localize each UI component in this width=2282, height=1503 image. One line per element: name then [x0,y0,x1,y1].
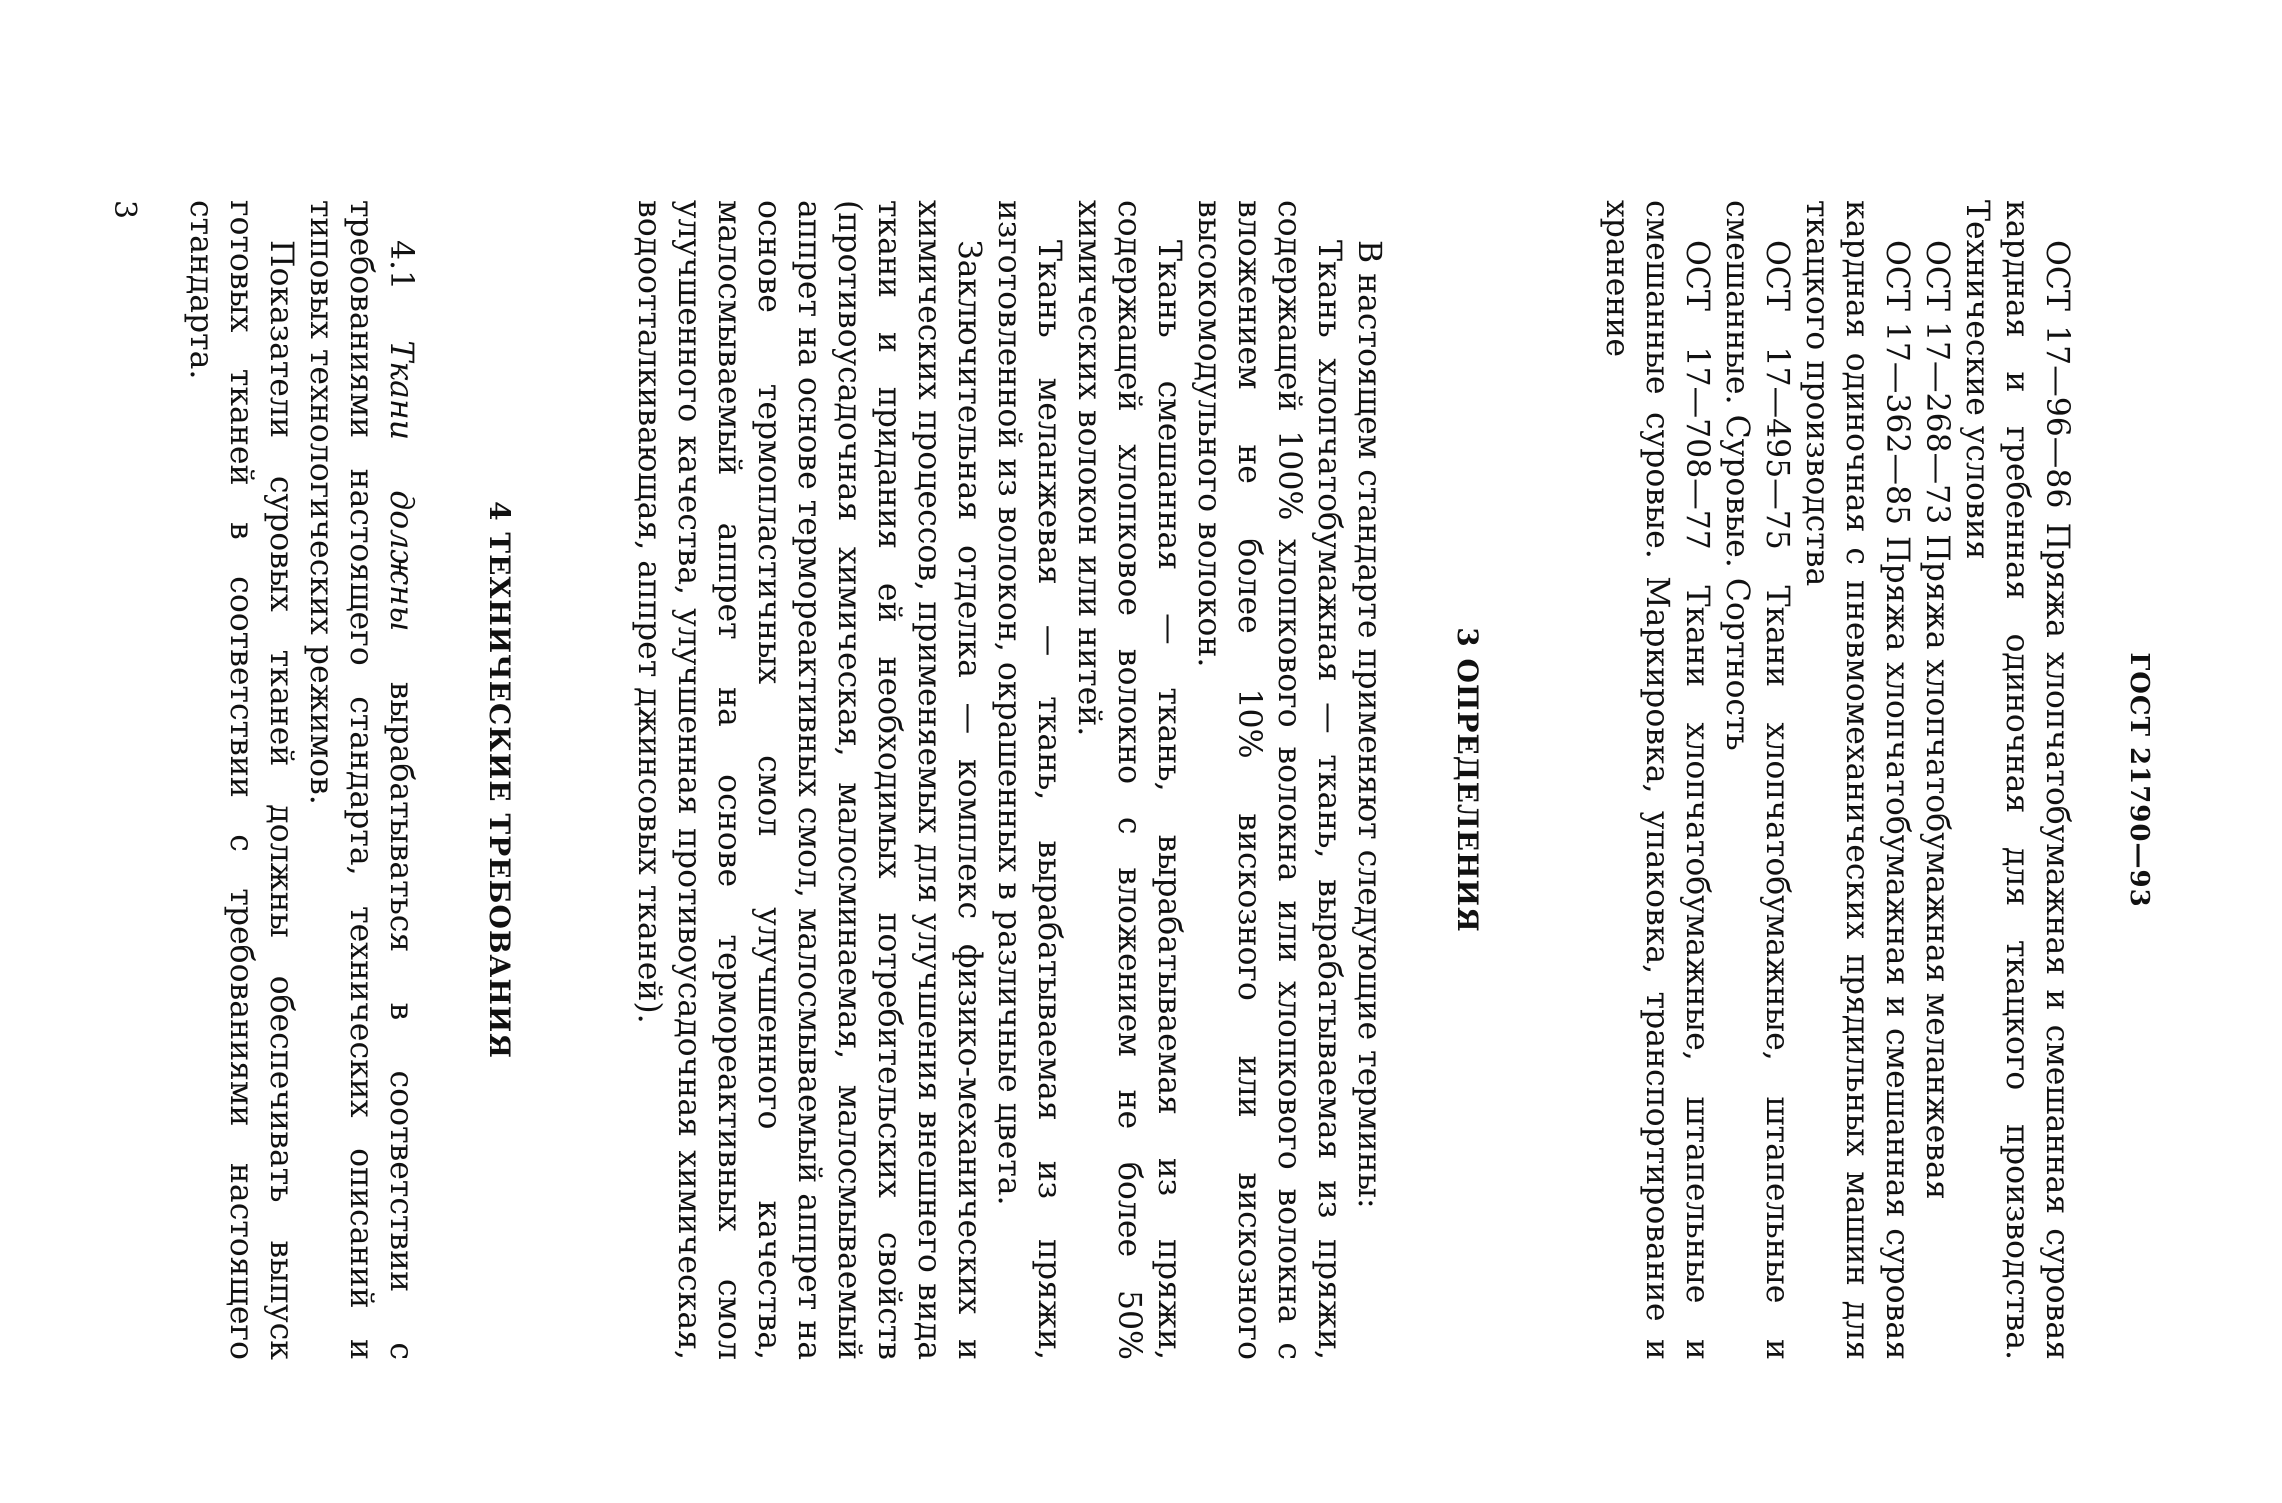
definition-item [629,200,989,1360]
reference-code: ОСТ 17—96—86 [2039,240,2075,509]
definition-text: — ткань, вырабатываемая из пряжи, содержащей 100% хлопкового волокна или хлопкового волокна с вложением не более 10% вискозного или вискозного высокомодульного волокон. [1191,200,1347,1361]
document-header: ГОСТ 21790—93 [2124,652,2154,908]
definition-item [1069,200,1189,1360]
reference-item [1797,200,1917,1360]
definition-text: — комплекс физико-механических и химических процессов, применяемых для улучшения внешнего вида ткани и придания ей необходимых потребительских свойств (противоусадочная химическая, малосминаемая, малосмываемый аппрет на основе термореактивных смол, малосмываемый аппрет на основе термопластичных смол улучшенного качества, малосмываемый аппрет на основе термореактивных смол улучшенного качества, улучшенная противоусадочная химическая, водоотталкивающая, аппрет джинсовых тканей). [631,200,987,1360]
reference-code: ОСТ 17—268—73 [1919,240,1955,525]
clause-emphasis: Ткани должны [383,340,419,632]
definition-term: Заключительная отделка [951,240,987,678]
section-4-title: 4 ТЕХНИЧЕСКИЕ ТРЕБОВАНИЯ [483,501,516,1059]
reference-title: Ткани хлопчатобумажные, штапельные и смешанные суровые. Маркировка, упаковка, транспортирование и хранение [1599,200,1715,1360]
reference-item [1717,200,1797,1360]
definition-term: Ткань смешанная [1151,240,1187,571]
definition-item [989,200,1069,1360]
definition-term: Ткань меланжевая [1031,240,1067,585]
reference-title: Пряжа хлопчатобумажная и смешанная суровая кардная и гребенная одиночная для ткацкого производства. Технические условия [1959,200,2075,1360]
paragraph-4-1-continued: Показатели суровых тканей должны обеспечивать выпуск готовых тканей в соответствии с требованиями настоящего стандарта. [183,200,299,1360]
definition-item [1189,200,1349,1360]
spacer [421,200,479,1360]
page-number: 3 [107,200,142,220]
reference-item [1957,200,2077,1360]
normative-references [1597,200,2077,1360]
definition-term: Ткань хлопчатобумажная [1311,240,1347,682]
definition-text: — ткань, вырабатываемая из пряжи, содержащей хлопковое волокно с вложением не более 50% химических волокон или нитей. [1071,200,1187,1360]
reference-code: ОСТ 17—708—77 [1679,240,1715,550]
reference-title: Пряжа хлопчатобумажная меланжевая [1919,534,1955,1200]
spacer [519,200,629,1360]
reference-title: Ткани хлопчатобумажные, штапельные и смешанные. Суровые. Сортность [1719,200,1795,1360]
reference-title: Пряжа хлопчатобумажная и смешанная суровая кардная одиночная с пневмомеханических прядильных машин для ткацкого производства [1799,200,1915,1360]
paragraph-4-1 [301,200,421,1360]
reference-item [1917,200,1957,1360]
spacer [1487,200,1597,1360]
reference-code: ОСТ 17—362—85 [1879,240,1915,526]
definition-text: — ткань, вырабатываемая из пряжи, изготовленной из волокон, окрашенных в различные цвета. [991,200,1067,1360]
document-body [181,200,2077,1360]
reference-item [1597,200,1717,1360]
section-3-intro: В настоящем стандарте применяют следующие термины: [1351,240,1387,1209]
section-3-title: 3 ОПРЕДЕЛЕНИЯ [1451,627,1484,933]
spacer [1389,200,1447,1360]
reference-code: ОСТ 17—495—75 [1759,240,1795,550]
clause-number: 4.1 [383,240,419,291]
clause-text: вырабатываться в соответствии с требованиями настоящего стандарта, технических описаний и типовых технологических режимов. [303,200,419,1360]
